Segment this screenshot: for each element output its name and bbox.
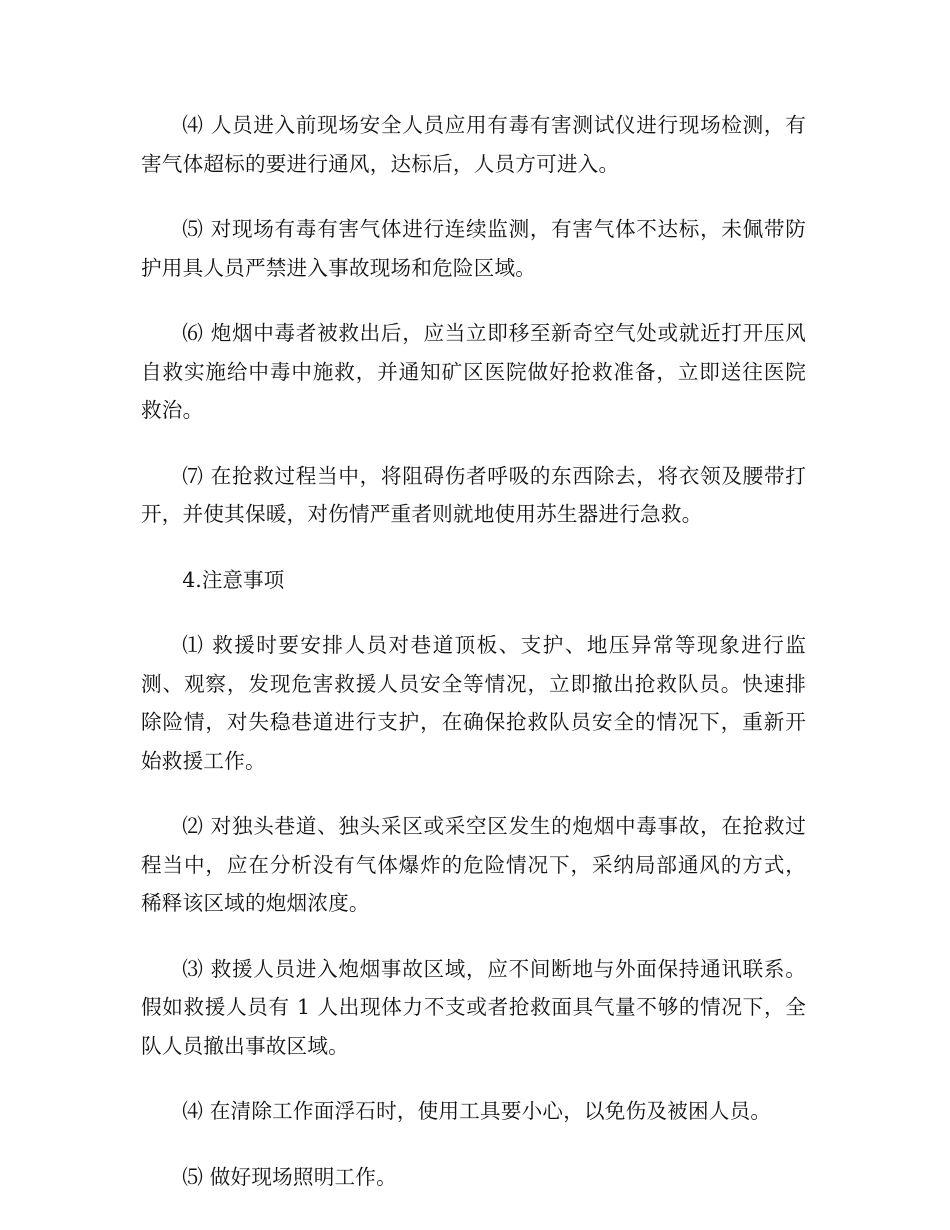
note-item-4: ⑷ 在清除工作面浮石时，使用工具要小心，以免伤及被困人员。 [182, 1099, 772, 1123]
note-item-3: ⑶ 救援人员进入炮烟事故区域，应不间断地与外面保持通讯联系。假如救援人员有 1 人出现体力不支或者抢救面具气量不够的情况下，全队人员撤出事故区域。 [141, 956, 806, 1058]
section-heading: 4.注意事项 [182, 567, 285, 592]
paragraph-item-6: ⑹ 炮烟中毒者被救出后，应当立即移至新奇空气处或就近打开压风自救实施给中毒中施救，并通知矿区医院做好抢救准备，立即送往医院救治。 [141, 321, 806, 422]
document-body [141, 106, 806, 1223]
note-item-2: ⑵ 对独头巷道、独头采区或采空区发生的炮烟中毒事故，在抢救过程当中，应在分析没有气体爆炸的危险情况下，采纳局部通风的方式，稀释该区域的炮烟浓度。 [141, 814, 806, 915]
note-item-5: ⑸ 做好现场照明工作。 [182, 1164, 397, 1189]
paragraph-item-7: ⑺ 在抢救过程当中，将阻碍伤者呼吸的东西除去，将衣领及腰带打开，并使其保暖，对伤情严重者则就地使用苏生器进行急救。 [141, 463, 806, 526]
paragraph-item-5: ⑸ 对现场有毒有害气体进行连续监测，有害气体不达标，未佩带防护用具人员严禁进入事故现场和危险区域。 [141, 217, 806, 280]
paragraph-item-4: ⑷ 人员进入前现场安全人员应用有毒有害测试仪进行现场检测，有害气体超标的要进行通风，达标后，人员方可进入。 [141, 113, 806, 176]
note-item-1: ⑴ 救援时要安排人员对巷道顶板、支护、地压异常等现象进行监测、观察，发现危害救援人员安全等情况，立即撤出抢救队员。快速排除险情，对失稳巷道进行支护，在确保抢救队员安全的情况下，重新开始救援工作。 [141, 633, 806, 773]
